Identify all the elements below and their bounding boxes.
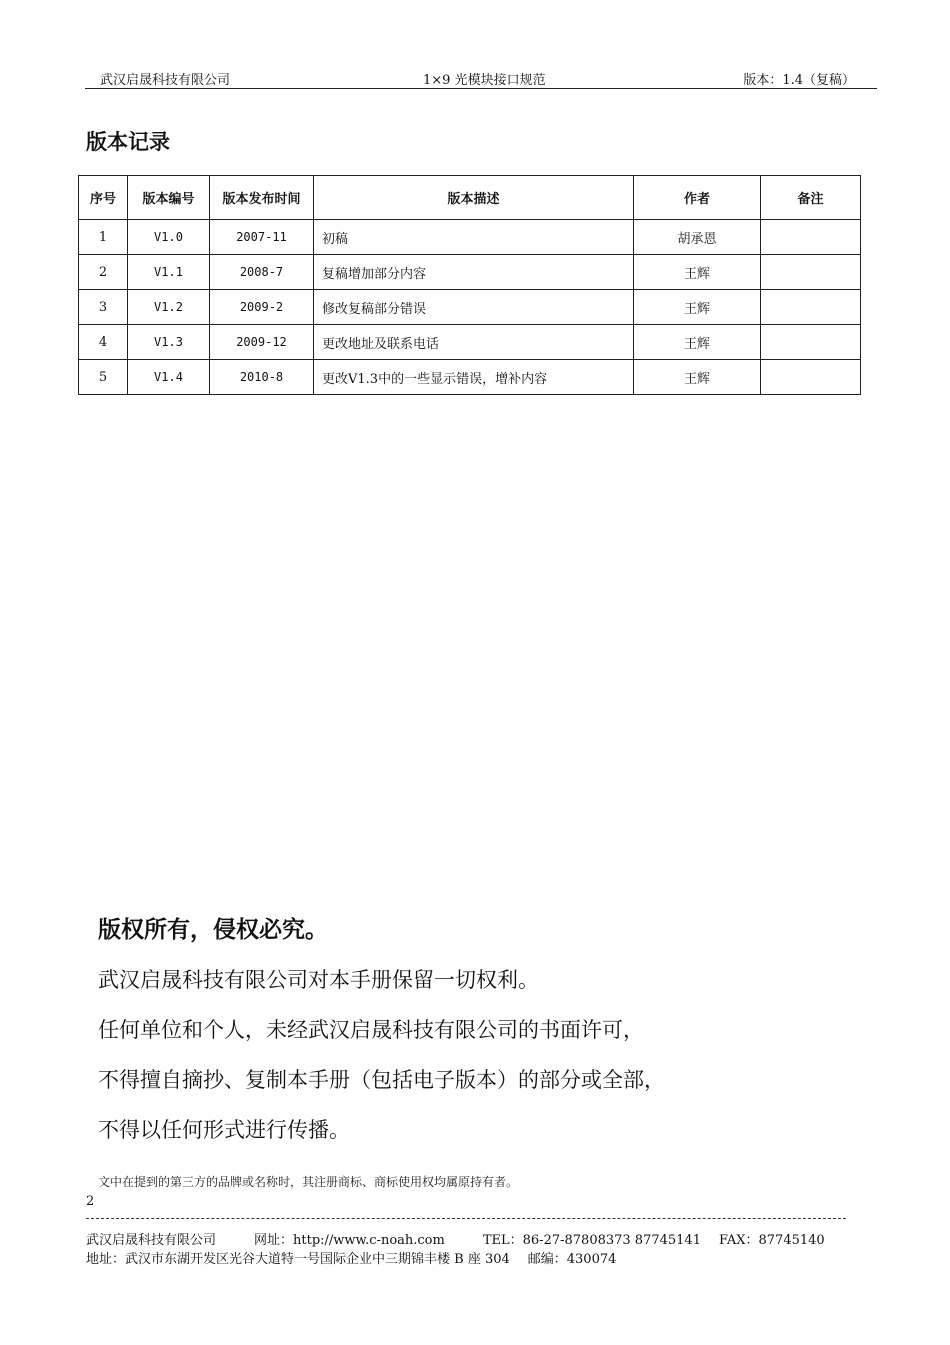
table-header-row: [79, 176, 861, 220]
table-row: [79, 290, 861, 325]
cell-author: 王辉: [634, 325, 761, 360]
cell-version: V1.3: [128, 325, 210, 360]
cell-date: 2009-12: [210, 325, 314, 360]
cell-note: [761, 290, 861, 325]
cell-description: 更改V1.3中的一些显示错误，增补内容: [314, 360, 634, 395]
cell-date: 2008-7: [210, 255, 314, 290]
column-header: 序号: [79, 176, 128, 220]
column-header: 版本编号: [128, 176, 210, 220]
cell-no: 1: [79, 220, 128, 255]
cell-note: [761, 220, 861, 255]
table-row: [79, 220, 861, 255]
copyright-title: 版权所有，侵权必究。: [98, 917, 328, 943]
cell-date: 2009-2: [210, 290, 314, 325]
cell-note: [761, 325, 861, 360]
table-row: [79, 325, 861, 360]
footer-tel: TEL：86-27-87808373 87745141: [482, 1233, 701, 1248]
cell-date: 2007-11: [210, 220, 314, 255]
column-header: 备注: [761, 176, 861, 220]
cell-version: V1.0: [128, 220, 210, 255]
version-history-table: [78, 175, 861, 395]
cell-version: V1.4: [128, 360, 210, 395]
footer-fax: FAX：87745140: [718, 1233, 825, 1248]
cell-author: 王辉: [634, 360, 761, 395]
cell-description: 修改复稿部分错误: [314, 290, 634, 325]
footer-address: 地址：武汉市东湖开发区光谷大道特一号国际企业中三期锦丰楼 B 座 304: [86, 1252, 510, 1267]
copyright-line: 不得擅自摘抄、复制本手册（包括电子版本）的部分或全部，: [98, 1068, 665, 1092]
footer-contact-line: [86, 1229, 825, 1248]
copyright-notice: [98, 912, 665, 1162]
cell-version: V1.1: [128, 255, 210, 290]
header-doc-title: 1×9 光模块接口规范: [423, 73, 546, 88]
copyright-line: 不得以任何形式进行传播。: [98, 1118, 350, 1142]
cell-date: 2010-8: [210, 360, 314, 395]
column-header: 版本描述: [314, 176, 634, 220]
footer-website: 网址：http://www.c-noah.com: [254, 1233, 445, 1248]
page-header: [85, 68, 877, 89]
cell-description: 复稿增加部分内容: [314, 255, 634, 290]
trademark-footnote: 文中在提到的第三方的品牌或名称时，其注册商标、商标使用权均属原持有者。: [98, 1175, 519, 1189]
column-header: 作者: [634, 176, 761, 220]
cell-no: 3: [79, 290, 128, 325]
copyright-line: 武汉启晟科技有限公司对本手册保留一切权利。: [98, 968, 539, 992]
cell-note: [761, 360, 861, 395]
cell-no: 4: [79, 325, 128, 360]
footer-address-line: [86, 1248, 616, 1267]
cell-no: 2: [79, 255, 128, 290]
footer-divider: [86, 1218, 846, 1219]
column-header: 版本发布时间: [210, 176, 314, 220]
cell-author: 王辉: [634, 255, 761, 290]
cell-no: 5: [79, 360, 128, 395]
table-row: [79, 255, 861, 290]
cell-author: 王辉: [634, 290, 761, 325]
cell-description: 初稿: [314, 220, 634, 255]
table-row: [79, 360, 861, 395]
section-title: 版本记录: [86, 130, 170, 154]
footer-postcode: 邮编：430074: [527, 1252, 617, 1267]
cell-note: [761, 255, 861, 290]
header-company: 武汉启晟科技有限公司: [100, 73, 231, 88]
footer-company: 武汉启晟科技有限公司: [86, 1233, 217, 1248]
copyright-line: 任何单位和个人，未经武汉启晟科技有限公司的书面许可，: [98, 1018, 644, 1042]
header-version: 版本：1.4（复稿）: [743, 73, 855, 88]
cell-description: 更改地址及联系电话: [314, 325, 634, 360]
page-number: 2: [86, 1194, 95, 1209]
cell-version: V1.2: [128, 290, 210, 325]
cell-author: 胡承恩: [634, 220, 761, 255]
